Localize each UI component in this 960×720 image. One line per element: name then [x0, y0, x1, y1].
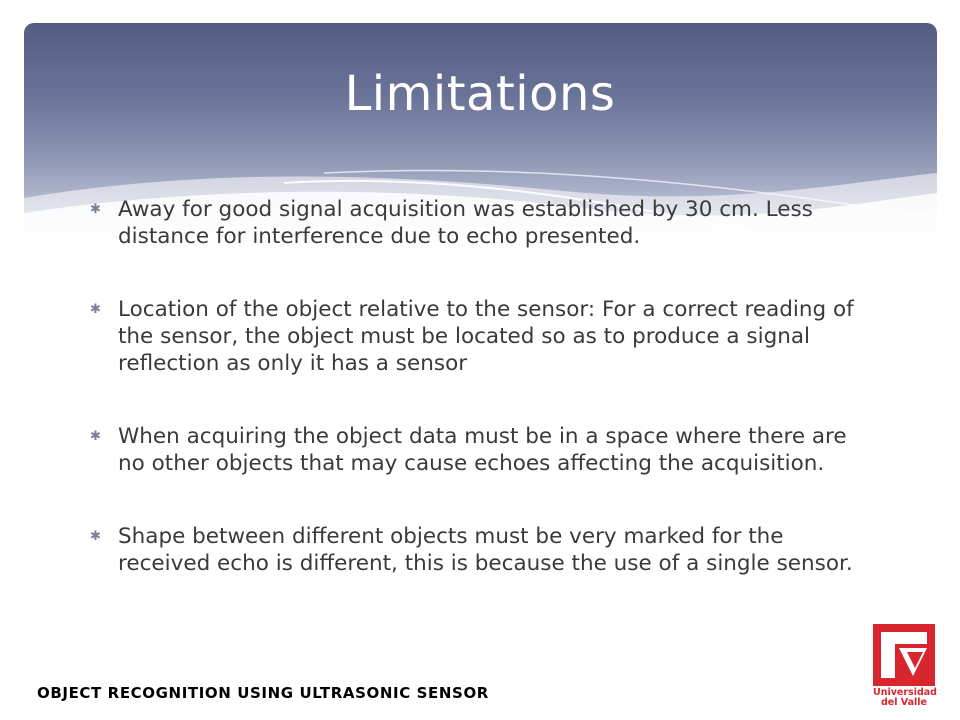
bullet-item — [88, 523, 868, 577]
bullet-item — [88, 423, 868, 477]
logo-text — [873, 688, 935, 708]
asterisk-bullet-icon: ✱ — [90, 529, 101, 544]
bullet-item — [88, 196, 868, 250]
logo-emblem-icon — [873, 624, 935, 686]
bullet-item — [88, 296, 868, 377]
asterisk-bullet-icon: ✱ — [90, 429, 101, 444]
logo-text-line1: Universidad — [873, 687, 937, 698]
logo-text-line2: del Valle — [880, 697, 927, 708]
asterisk-bullet-icon: ✱ — [90, 202, 101, 217]
bullet-list — [88, 196, 868, 623]
asterisk-bullet-icon: ✱ — [90, 302, 101, 317]
bullet-text: Away for good signal acquisition was established by 30 cm. Less distance for interference due to echo presented. — [118, 197, 813, 249]
university-logo — [873, 624, 935, 720]
footer-title: OBJECT RECOGNITION USING ULTRASONIC SENSOR — [37, 684, 489, 702]
bullet-text: Location of the object relative to the sensor: For a correct reading of the sensor, the object must be located so as to produce a signal reflection as only it has a sensor — [118, 297, 854, 376]
slide-title: Limitations — [344, 66, 616, 122]
bullet-text: When acquiring the object data must be in a space where there are no other objects that may cause echoes affecting the acquisition. — [118, 424, 847, 476]
bullet-text: Shape between different objects must be very marked for the received echo is different, this is because the use of a single sensor. — [118, 524, 853, 576]
